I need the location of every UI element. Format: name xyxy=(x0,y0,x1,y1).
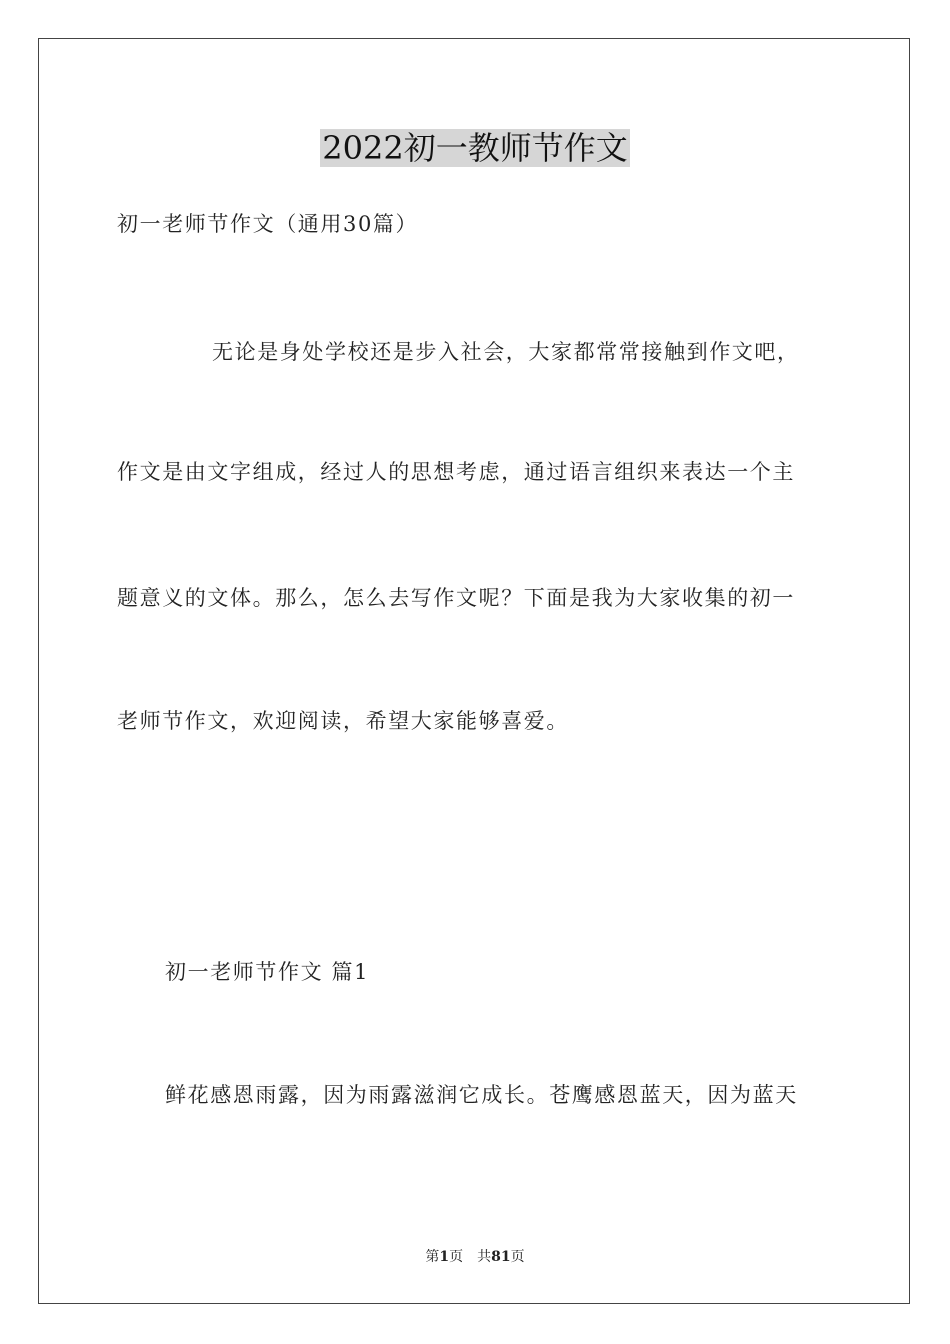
paragraph-line-2: 作文是由文字组成，经过人的思想考虑，通过语言组织来表达一个主 xyxy=(117,460,795,484)
page-footer xyxy=(0,1247,950,1267)
footer-page-suffix: 页 xyxy=(449,1249,464,1265)
document-subtitle: 初一老师节作文（通用30篇） xyxy=(117,212,419,236)
section-paragraph-line-1: 鲜花感恩雨露，因为雨露滋润它成长。苍鹰感恩蓝天，因为蓝天 xyxy=(165,1083,798,1107)
footer-page-number: 1 xyxy=(439,1249,450,1265)
footer-total-suffix: 页 xyxy=(510,1249,525,1265)
document-title-text: 2022初一教师节作文 xyxy=(322,129,628,167)
section-heading: 初一老师节作文 篇1 xyxy=(165,960,370,984)
footer-page-prefix: 第 xyxy=(425,1249,440,1265)
paragraph-line-1: 无论是身处学校还是步入社会，大家都常常接触到作文吧， xyxy=(212,340,800,364)
footer-total-pages: 81 xyxy=(491,1249,511,1265)
paragraph-line-3: 题意义的文体。那么，怎么去写作文呢？下面是我为大家收集的初一 xyxy=(117,586,795,610)
footer-total-prefix: 共 xyxy=(477,1249,492,1265)
paragraph-line-4: 老师节作文，欢迎阅读，希望大家能够喜爱。 xyxy=(117,709,569,733)
document-title xyxy=(0,128,950,168)
